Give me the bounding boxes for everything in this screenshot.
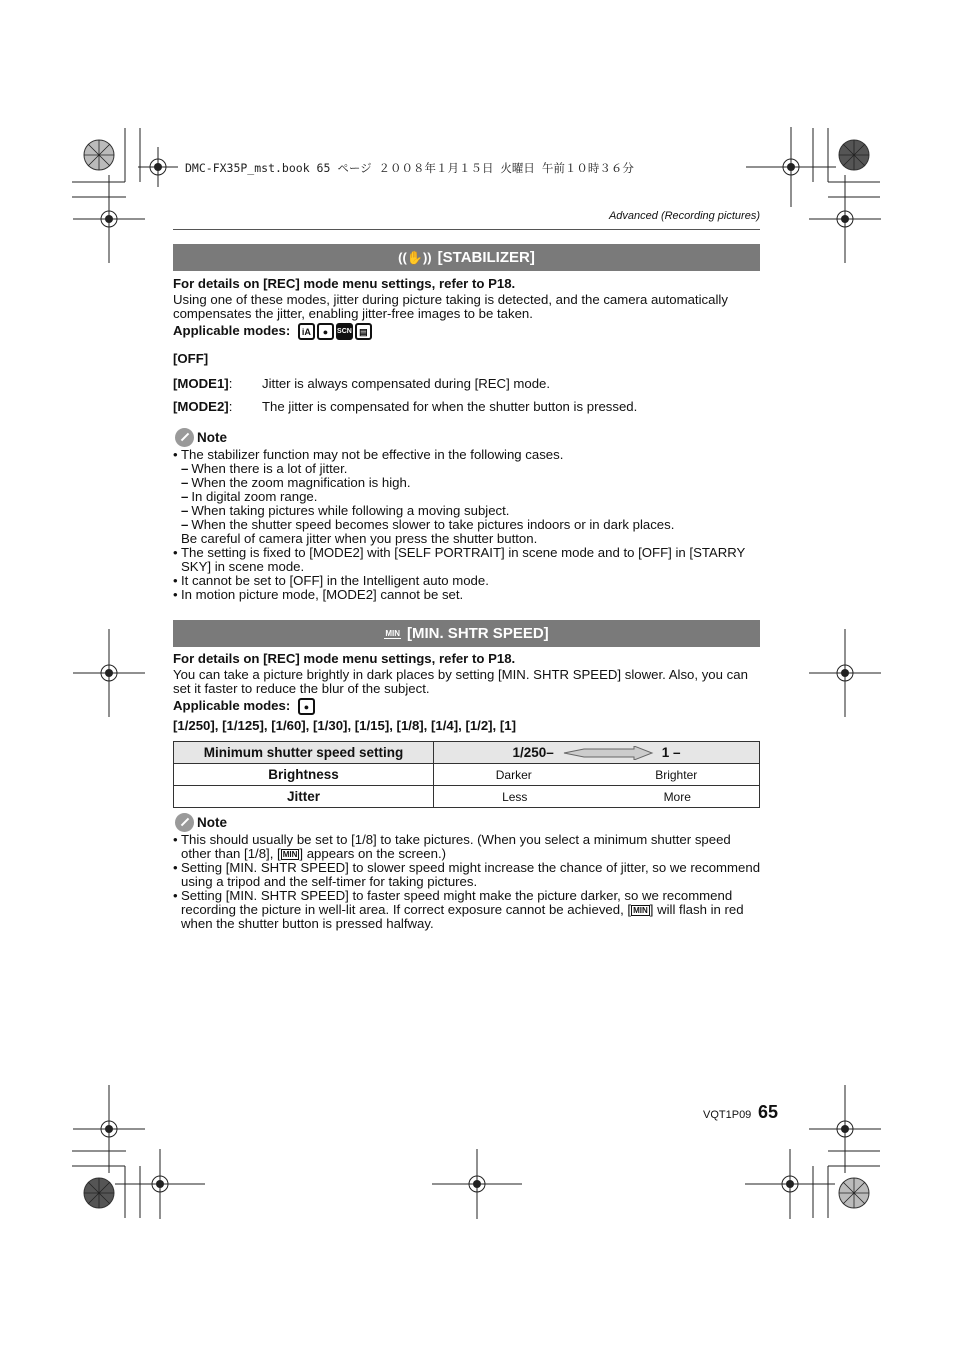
page-number: 65 <box>758 1102 779 1122</box>
min-shtr-title: [MIN. SHTR SPEED] <box>406 625 549 642</box>
print-info-line: DMC-FX35P_mst.book 65 ページ ２００８年１月１５日 火曜日 午前１０時３６分 <box>185 161 634 175</box>
normal-picture-mode-icon: ● <box>298 698 315 715</box>
min-shtr-notes <box>173 833 763 931</box>
stabilizer-ref: For details on [REC] mode menu settings, refer to P18. <box>173 276 516 291</box>
stabilizer-title-bar <box>173 244 760 271</box>
list-item: • In motion picture mode, [MODE2] cannot be set. <box>173 588 763 602</box>
list-item: • The stabilizer function may not be effective in the following cases. – When there is a lot of jitter. – When the zoom magnification is high. – In digital zoom range. – When taking pictures while following a moving subject. – When the shutter speed becomes slower to take pictures indoors or in dark places. Be careful of camera jitter when you press the shutter button. <box>173 448 763 546</box>
min-shtr-applicable: Applicable modes: ● <box>173 698 763 715</box>
min-shutter-icon: MIN <box>282 850 298 860</box>
shutter-speed-table <box>173 741 760 808</box>
min-shutter-icon: MIN <box>633 906 648 916</box>
stabilizer-note-heading: Note <box>175 428 227 447</box>
intelligent-auto-mode-icon: iA <box>298 323 315 340</box>
min-shtr-values: [1/250], [1/125], [1/60], [1/30], [1/15], [1/8], [1/4], [1/2], [1] <box>173 718 517 733</box>
option-mode1-label: [MODE1]: <box>173 376 233 391</box>
note-pencil-icon <box>175 428 194 447</box>
list-item: • The setting is fixed to [MODE2] with [SELF PORTRAIT] in scene mode and to [OFF] in [STARRY SKY] in scene mode. <box>173 546 763 574</box>
list-item: • Setting [MIN. SHTR SPEED] to slower speed might increase the chance of jitter, so we recommend using a tripod and the self-timer for taking pictures. <box>173 861 763 889</box>
stabilizer-applicable <box>173 323 763 340</box>
option-mode1-text: Jitter is always compensated during [REC] mode. <box>262 376 551 391</box>
stabilizer-notes <box>173 448 763 602</box>
table-header-right: 1 – <box>661 745 681 760</box>
option-mode2-label: [MODE2]: <box>173 399 233 414</box>
header-rule <box>173 229 760 230</box>
motion-picture-mode-icon: ▤ <box>355 323 372 340</box>
table-row: Jitter Less More <box>174 786 760 808</box>
stabilizer-title: [STABILIZER] <box>437 249 535 266</box>
list-item: • This should usually be set to [1/8] to take pictures. (When you select a minimum shutter speed other than [1/8], [ MIN ] appears on the screen.) <box>173 833 763 861</box>
min-shutter-icon: MIN <box>385 628 400 638</box>
stabilizer-icon: ((✋)) <box>398 249 432 265</box>
stabilizer-desc: Using one of these modes, jitter during picture taking is detected, and the camera automatically compensates the jitter, enabling jitter-free images to be taken. <box>173 292 728 321</box>
list-item: • Setting [MIN. SHTR SPEED] to faster speed might make the picture darker, so we recommend recording the picture in well-lit area. If correct exposure cannot be achieved, [ MIN ] will flash in red when the shutter button is pressed halfway. <box>173 889 763 931</box>
applicable-label: Applicable modes: <box>173 322 291 338</box>
min-shtr-desc: You can take a picture brightly in dark places by setting [MIN. SHTR SPEED] slower. Also, you can set it faster to reduce the blur of the subject. <box>173 667 748 696</box>
min-shtr-title-bar <box>173 620 760 647</box>
min-shtr-note-heading: Note <box>175 813 227 832</box>
normal-picture-mode-icon: ● <box>317 323 334 340</box>
list-item: • It cannot be set to [OFF] in the Intelligent auto mode. <box>173 574 763 588</box>
table-header-left: 1/250– <box>512 745 554 760</box>
option-mode2-text: The jitter is compensated for when the shutter button is pressed. <box>262 399 638 414</box>
note-pencil-icon <box>175 813 194 832</box>
min-shtr-ref: For details on [REC] mode menu settings, refer to P18. <box>173 651 516 666</box>
scene-mode-icon: SCN <box>336 323 353 340</box>
table-header-label: Minimum shutter speed setting <box>174 742 434 764</box>
arrow-right-icon <box>562 746 654 760</box>
table-row: Brightness Darker Brighter <box>174 764 760 786</box>
model-code: VQT1P09 <box>703 1109 752 1121</box>
option-off-label: [OFF] <box>173 351 209 366</box>
mode-icons <box>298 323 372 340</box>
section-header: Advanced (Recording pictures) <box>608 210 760 222</box>
